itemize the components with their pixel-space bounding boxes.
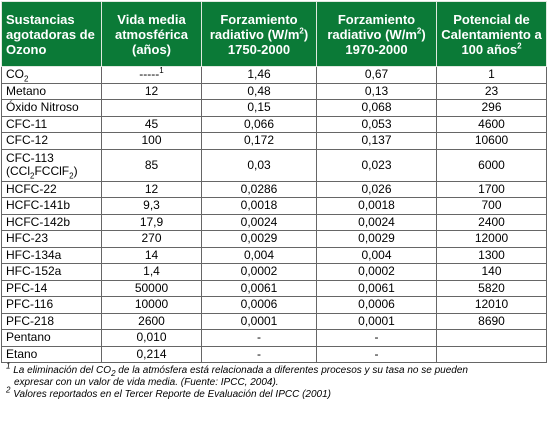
lifetime-cell: 17,9 [102, 214, 202, 231]
substance-cell: Pentano [2, 330, 102, 347]
header-substance: Sustancias agotadoras de Ozono [2, 2, 102, 67]
forcing-1750-cell: 0,0006 [202, 297, 317, 314]
forcing-1970-cell: 0,13 [317, 83, 437, 100]
footnote-1-continuation: expresar con un valor de vida media. (Fuente: IPCC, 2004). [14, 377, 279, 388]
gwp-cell: 4600 [437, 116, 547, 133]
table-row [2, 330, 547, 347]
table-row [2, 313, 547, 330]
substance-cell: HCFC-22 [2, 181, 102, 198]
substance-cell: PFC-116 [2, 297, 102, 314]
forcing-1750-cell: 0,0001 [202, 313, 317, 330]
header-row [2, 2, 547, 67]
table-row [2, 297, 547, 314]
gwp-cell: 1300 [437, 247, 547, 264]
forcing-1970-cell: 0,068 [317, 100, 437, 117]
lifetime-cell: 12 [102, 181, 202, 198]
lifetime-cell: 0,214 [102, 346, 202, 363]
gwp-cell: 700 [437, 198, 547, 215]
lifetime-cell [102, 100, 202, 117]
forcing-1750-cell: 0,48 [202, 83, 317, 100]
substance-cell: Etano [2, 346, 102, 363]
gwp-cell [437, 330, 547, 347]
table-row [2, 231, 547, 248]
forcing-1970-cell: 0,023 [317, 149, 437, 181]
substance-cell: HFC-23 [2, 231, 102, 248]
lifetime-cell: 270 [102, 231, 202, 248]
gwp-cell: 6000 [437, 149, 547, 181]
forcing-1750-cell: 0,0018 [202, 198, 317, 215]
table-row [2, 214, 547, 231]
lifetime-cell: 45 [102, 116, 202, 133]
gwp-cell: 1 [437, 67, 547, 84]
forcing-1970-cell: - [317, 346, 437, 363]
header-lifetime: Vida media atmosférica (años) [102, 2, 202, 67]
gwp-cell: 2400 [437, 214, 547, 231]
table-row [2, 67, 547, 84]
lifetime-cell: 50000 [102, 280, 202, 297]
substance-cell: Óxido Nitroso [2, 100, 102, 117]
table-row [2, 133, 547, 150]
forcing-1970-cell: 0,0029 [317, 231, 437, 248]
header-forcing-1970: Forzamiento radiativo $(W/m^2)$ 1970-2000 [317, 2, 437, 67]
gwp-cell [437, 346, 547, 363]
forcing-1970-cell: 0,004 [317, 247, 437, 264]
forcing-1750-cell: 0,0002 [202, 264, 317, 281]
table-row [2, 181, 547, 198]
forcing-1750-cell: 0,004 [202, 247, 317, 264]
forcing-1970-cell: 0,0024 [317, 214, 437, 231]
forcing-1750-cell: 1,46 [202, 67, 317, 84]
gwp-cell: 12000 [437, 231, 547, 248]
footnotes [0, 361, 544, 401]
footnote-1: $^1$ La eliminación del $CO_2$ de la atmósfera está relacionada a diferentes procesos y su tasa no se pueden [6, 361, 468, 378]
substance-cell: CFC-11 [2, 116, 102, 133]
forcing-1750-cell: 0,172 [202, 133, 317, 150]
lifetime-cell: 0,010 [102, 330, 202, 347]
forcing-1970-cell: - [317, 330, 437, 347]
lifetime-cell: 85 [102, 149, 202, 181]
table-row [2, 264, 547, 281]
lifetime-cell: 100 [102, 133, 202, 150]
forcing-1970-cell: 0,053 [317, 116, 437, 133]
gwp-cell: 10600 [437, 133, 547, 150]
table-row [2, 83, 547, 100]
lifetime-cell: 12 [102, 83, 202, 100]
lifetime-cell: 9,3 [102, 198, 202, 215]
forcing-1750-cell: 0,03 [202, 149, 317, 181]
forcing-1750-cell: - [202, 330, 317, 347]
forcing-1750-cell: 0,0024 [202, 214, 317, 231]
substance-cell: HFC-134a [2, 247, 102, 264]
forcing-1970-cell: 0,0018 [317, 198, 437, 215]
gwp-cell: 23 [437, 83, 547, 100]
table-row [2, 280, 547, 297]
forcing-1750-cell: 0,0061 [202, 280, 317, 297]
ozone-substances-table [1, 1, 547, 363]
header-gwp: Potencial de Calentamiento a 100 años$^2$ [437, 2, 547, 67]
gwp-cell: 5820 [437, 280, 547, 297]
substance-cell: HFC-152a [2, 264, 102, 281]
header-forcing-1750: Forzamiento radiativo $(W/m^2)$ 1750-2000 [202, 2, 317, 67]
table-row [2, 100, 547, 117]
lifetime-cell: -----$^1$ [102, 67, 202, 84]
lifetime-cell: 2600 [102, 313, 202, 330]
forcing-1750-cell: 0,0029 [202, 231, 317, 248]
gwp-cell: 1700 [437, 181, 547, 198]
table-row [2, 247, 547, 264]
gwp-cell: 296 [437, 100, 547, 117]
gwp-cell: 12010 [437, 297, 547, 314]
gwp-cell: 140 [437, 264, 547, 281]
forcing-1750-cell: - [202, 346, 317, 363]
table-row [2, 149, 547, 181]
forcing-1970-cell: 0,0061 [317, 280, 437, 297]
substance-cell: CFC-113 (CCl$_2$FCClF$_2$) [2, 149, 102, 181]
forcing-1970-cell: 0,137 [317, 133, 437, 150]
forcing-1750-cell: 0,066 [202, 116, 317, 133]
table-row [2, 198, 547, 215]
substance-cell: Metano [2, 83, 102, 100]
forcing-1970-cell: 0,0006 [317, 297, 437, 314]
substance-cell: HCFC-142b [2, 214, 102, 231]
lifetime-cell: 14 [102, 247, 202, 264]
substance-cell: PFC-218 [2, 313, 102, 330]
substance-cell: $CO_2$ [2, 67, 102, 84]
substance-cell: PFC-14 [2, 280, 102, 297]
forcing-1750-cell: 0,15 [202, 100, 317, 117]
footnote-2: $^2$ Valores reportados en el Tercer Reporte de Evaluación del IPCC (2001) [6, 385, 331, 400]
substance-cell: CFC-12 [2, 133, 102, 150]
forcing-1970-cell: 0,0001 [317, 313, 437, 330]
forcing-1970-cell: 0,67 [317, 67, 437, 84]
forcing-1750-cell: 0,0286 [202, 181, 317, 198]
table-row [2, 116, 547, 133]
lifetime-cell: 10000 [102, 297, 202, 314]
forcing-1970-cell: 0,026 [317, 181, 437, 198]
lifetime-cell: 1,4 [102, 264, 202, 281]
forcing-1970-cell: 0,0002 [317, 264, 437, 281]
table-row [2, 346, 547, 363]
substance-cell: HCFC-141b [2, 198, 102, 215]
gwp-cell: 8690 [437, 313, 547, 330]
